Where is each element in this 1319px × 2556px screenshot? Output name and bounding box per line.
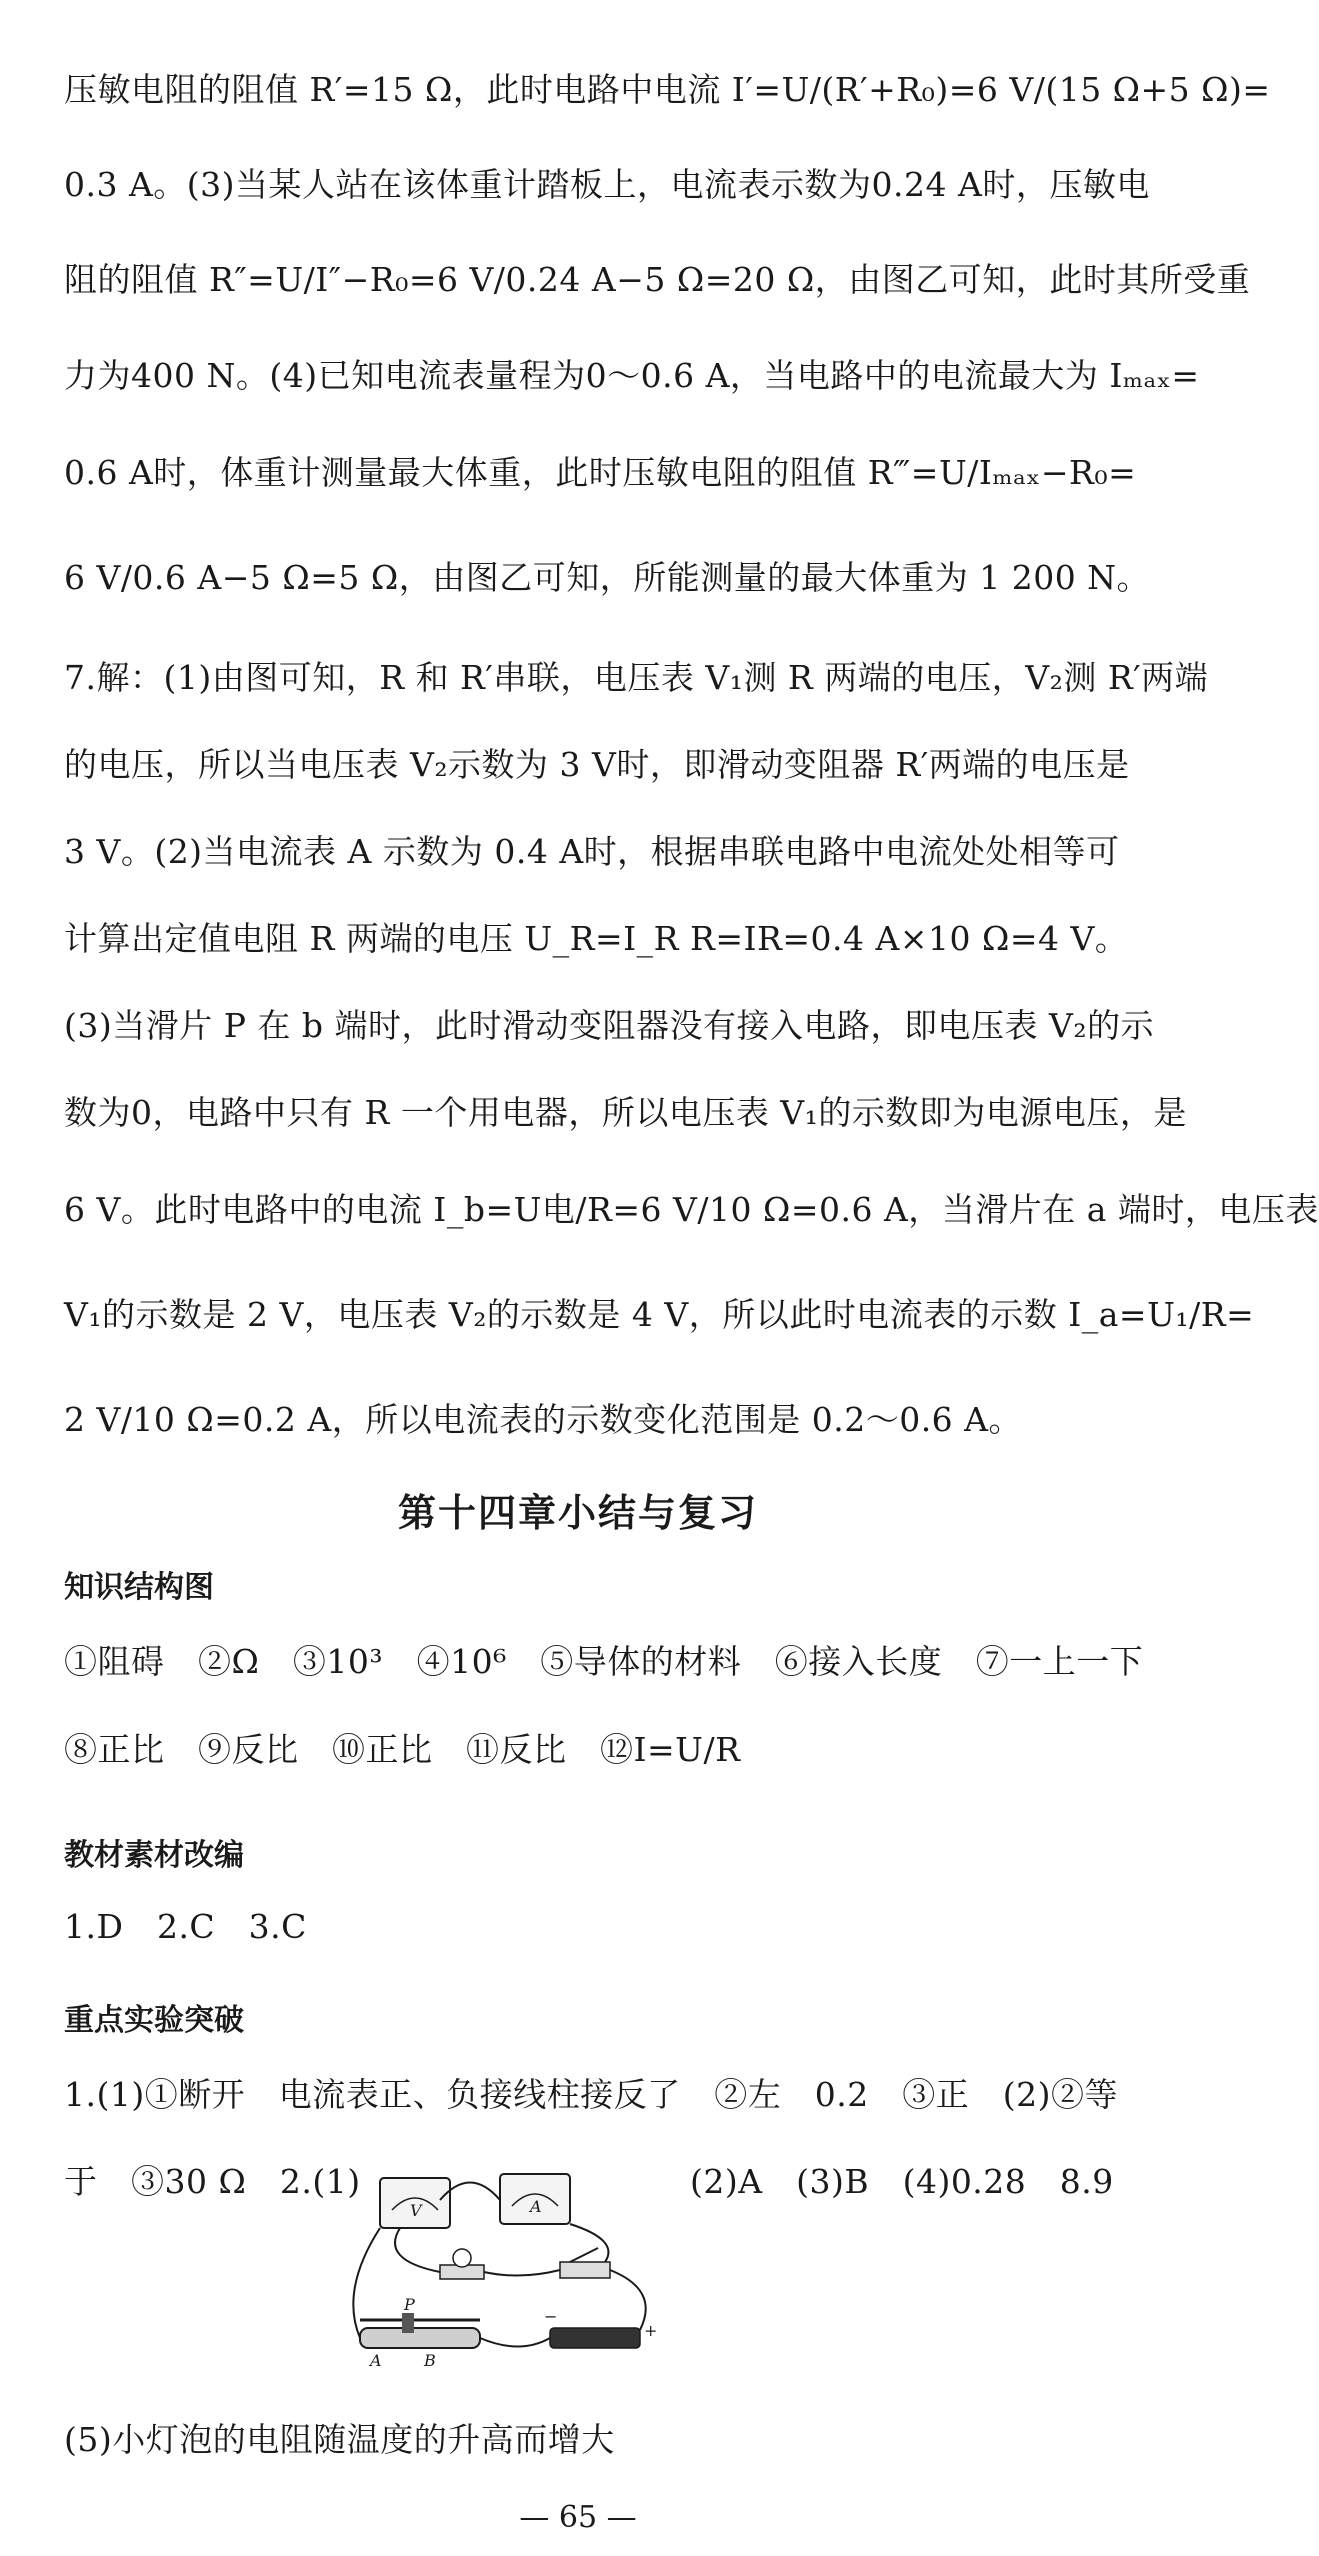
text-line: 2 V/10 Ω=0.2 A，所以电流表的示数变化范围是 0.2～0.6 A。 — [64, 1400, 1023, 1439]
text-line: 压敏电阻的阻值 R′=15 Ω，此时电路中电流 I′=U/(R′+R₀)=6 V/(15 Ω+5 Ω)= — [64, 70, 1271, 109]
section-title-experiment: 重点实验突破 — [64, 2003, 244, 2038]
text-line: 7.解：(1)由图可知，R 和 R′串联，电压表 V₁测 R 两端的电压，V₂测 R′两端 — [64, 658, 1209, 697]
text-line: 力为400 N。(4)已知电流表量程为0～0.6 A，当电路中的电流最大为 Iₘₐₓ= — [64, 356, 1200, 395]
section-title-textbook: 教材素材改编 — [64, 1838, 244, 1873]
text-line: 0.6 A时，体重计测量最大体重，此时压敏电阻的阻值 R‴=U/Iₘₐₓ−R₀= — [64, 453, 1137, 492]
knowledge-line-2: ⑧正比 ⑨反比 ⑩正比 ⑪反比 ⑫I=U/R — [64, 1730, 741, 1769]
text-line: 0.3 A。(3)当某人站在该体重计踏板上，电流表示数为0.24 A时，压敏电 — [64, 165, 1150, 204]
lamp-icon — [440, 2249, 484, 2279]
text-line: 3 V。(2)当电流表 A 示数为 0.4 A时，根据串联电路中电流处处相等可 — [64, 832, 1120, 871]
text-line: V₁的示数是 2 V，电压表 V₂的示数是 4 V，所以此时电流表的示数 I_a=U₁/R= — [64, 1295, 1255, 1334]
experiment-line-1: 1.(1)①断开 电流表正、负接线柱接反了 ②左 0.2 ③正 (2)②等 — [64, 2075, 1118, 2114]
battery-plus-label: + — [644, 2321, 658, 2340]
circuit-diagram — [340, 2170, 670, 2370]
battery-minus-label: − — [544, 2307, 558, 2326]
experiment-line-3: (5)小灯泡的电阻随温度的升高而增大 — [64, 2420, 615, 2459]
knowledge-line-1: ①阻碍 ②Ω ③10³ ④10⁶ ⑤导体的材料 ⑥接入长度 ⑦一上一下 — [64, 1642, 1144, 1681]
switch-icon — [560, 2248, 610, 2278]
slider-label: P — [404, 2295, 415, 2314]
text-line: 6 V。此时电路中的电流 I_b=U电/R=6 V/10 Ω=0.6 A，当滑片在 a 端时，电压表 — [64, 1190, 1319, 1229]
voltmeter-icon — [380, 2178, 450, 2228]
rheostat-icon — [360, 2295, 480, 2370]
text-line: 阻的阻值 R″=U/I″−R₀=6 V/0.24 A−5 Ω=20 Ω，由图乙可知，此时其所受重 — [64, 260, 1251, 299]
page-number: — 65 — — [519, 2500, 637, 2535]
section-title-knowledge: 知识结构图 — [64, 1570, 214, 1605]
text-line: (3)当滑片 P 在 b 端时，此时滑动变阻器没有接入电路，即电压表 V₂的示 — [64, 1006, 1155, 1045]
text-line: 数为0，电路中只有 R 一个用电器，所以电压表 V₁的示数即为电源电压，是 — [64, 1093, 1187, 1132]
experiment-line-2-right: (2)A (3)B (4)0.28 8.9 — [690, 2162, 1114, 2201]
voltmeter-label: V — [410, 2201, 422, 2220]
end-b-label: B — [424, 2351, 436, 2370]
end-a-label: A — [370, 2351, 382, 2370]
textbook-answers: 1.D 2.C 3.C — [64, 1907, 307, 1946]
text-line: 的电压，所以当电压表 V₂示数为 3 V时，即滑动变阻器 R′两端的电压是 — [64, 745, 1130, 784]
ammeter-label: A — [530, 2197, 542, 2216]
ammeter-icon — [500, 2174, 570, 2224]
experiment-line-2-left: 于 ③30 Ω 2.(1) — [64, 2162, 361, 2201]
text-line: 6 V/0.6 A−5 Ω=5 Ω，由图乙可知，所能测量的最大体重为 1 200 N。 — [64, 558, 1151, 597]
text-line: 计算出定值电阻 R 两端的电压 U_R=I_R R=IR=0.4 A×10 Ω=4 V。 — [64, 919, 1129, 958]
chapter-heading: 第十四章小结与复习 — [397, 1491, 758, 1535]
